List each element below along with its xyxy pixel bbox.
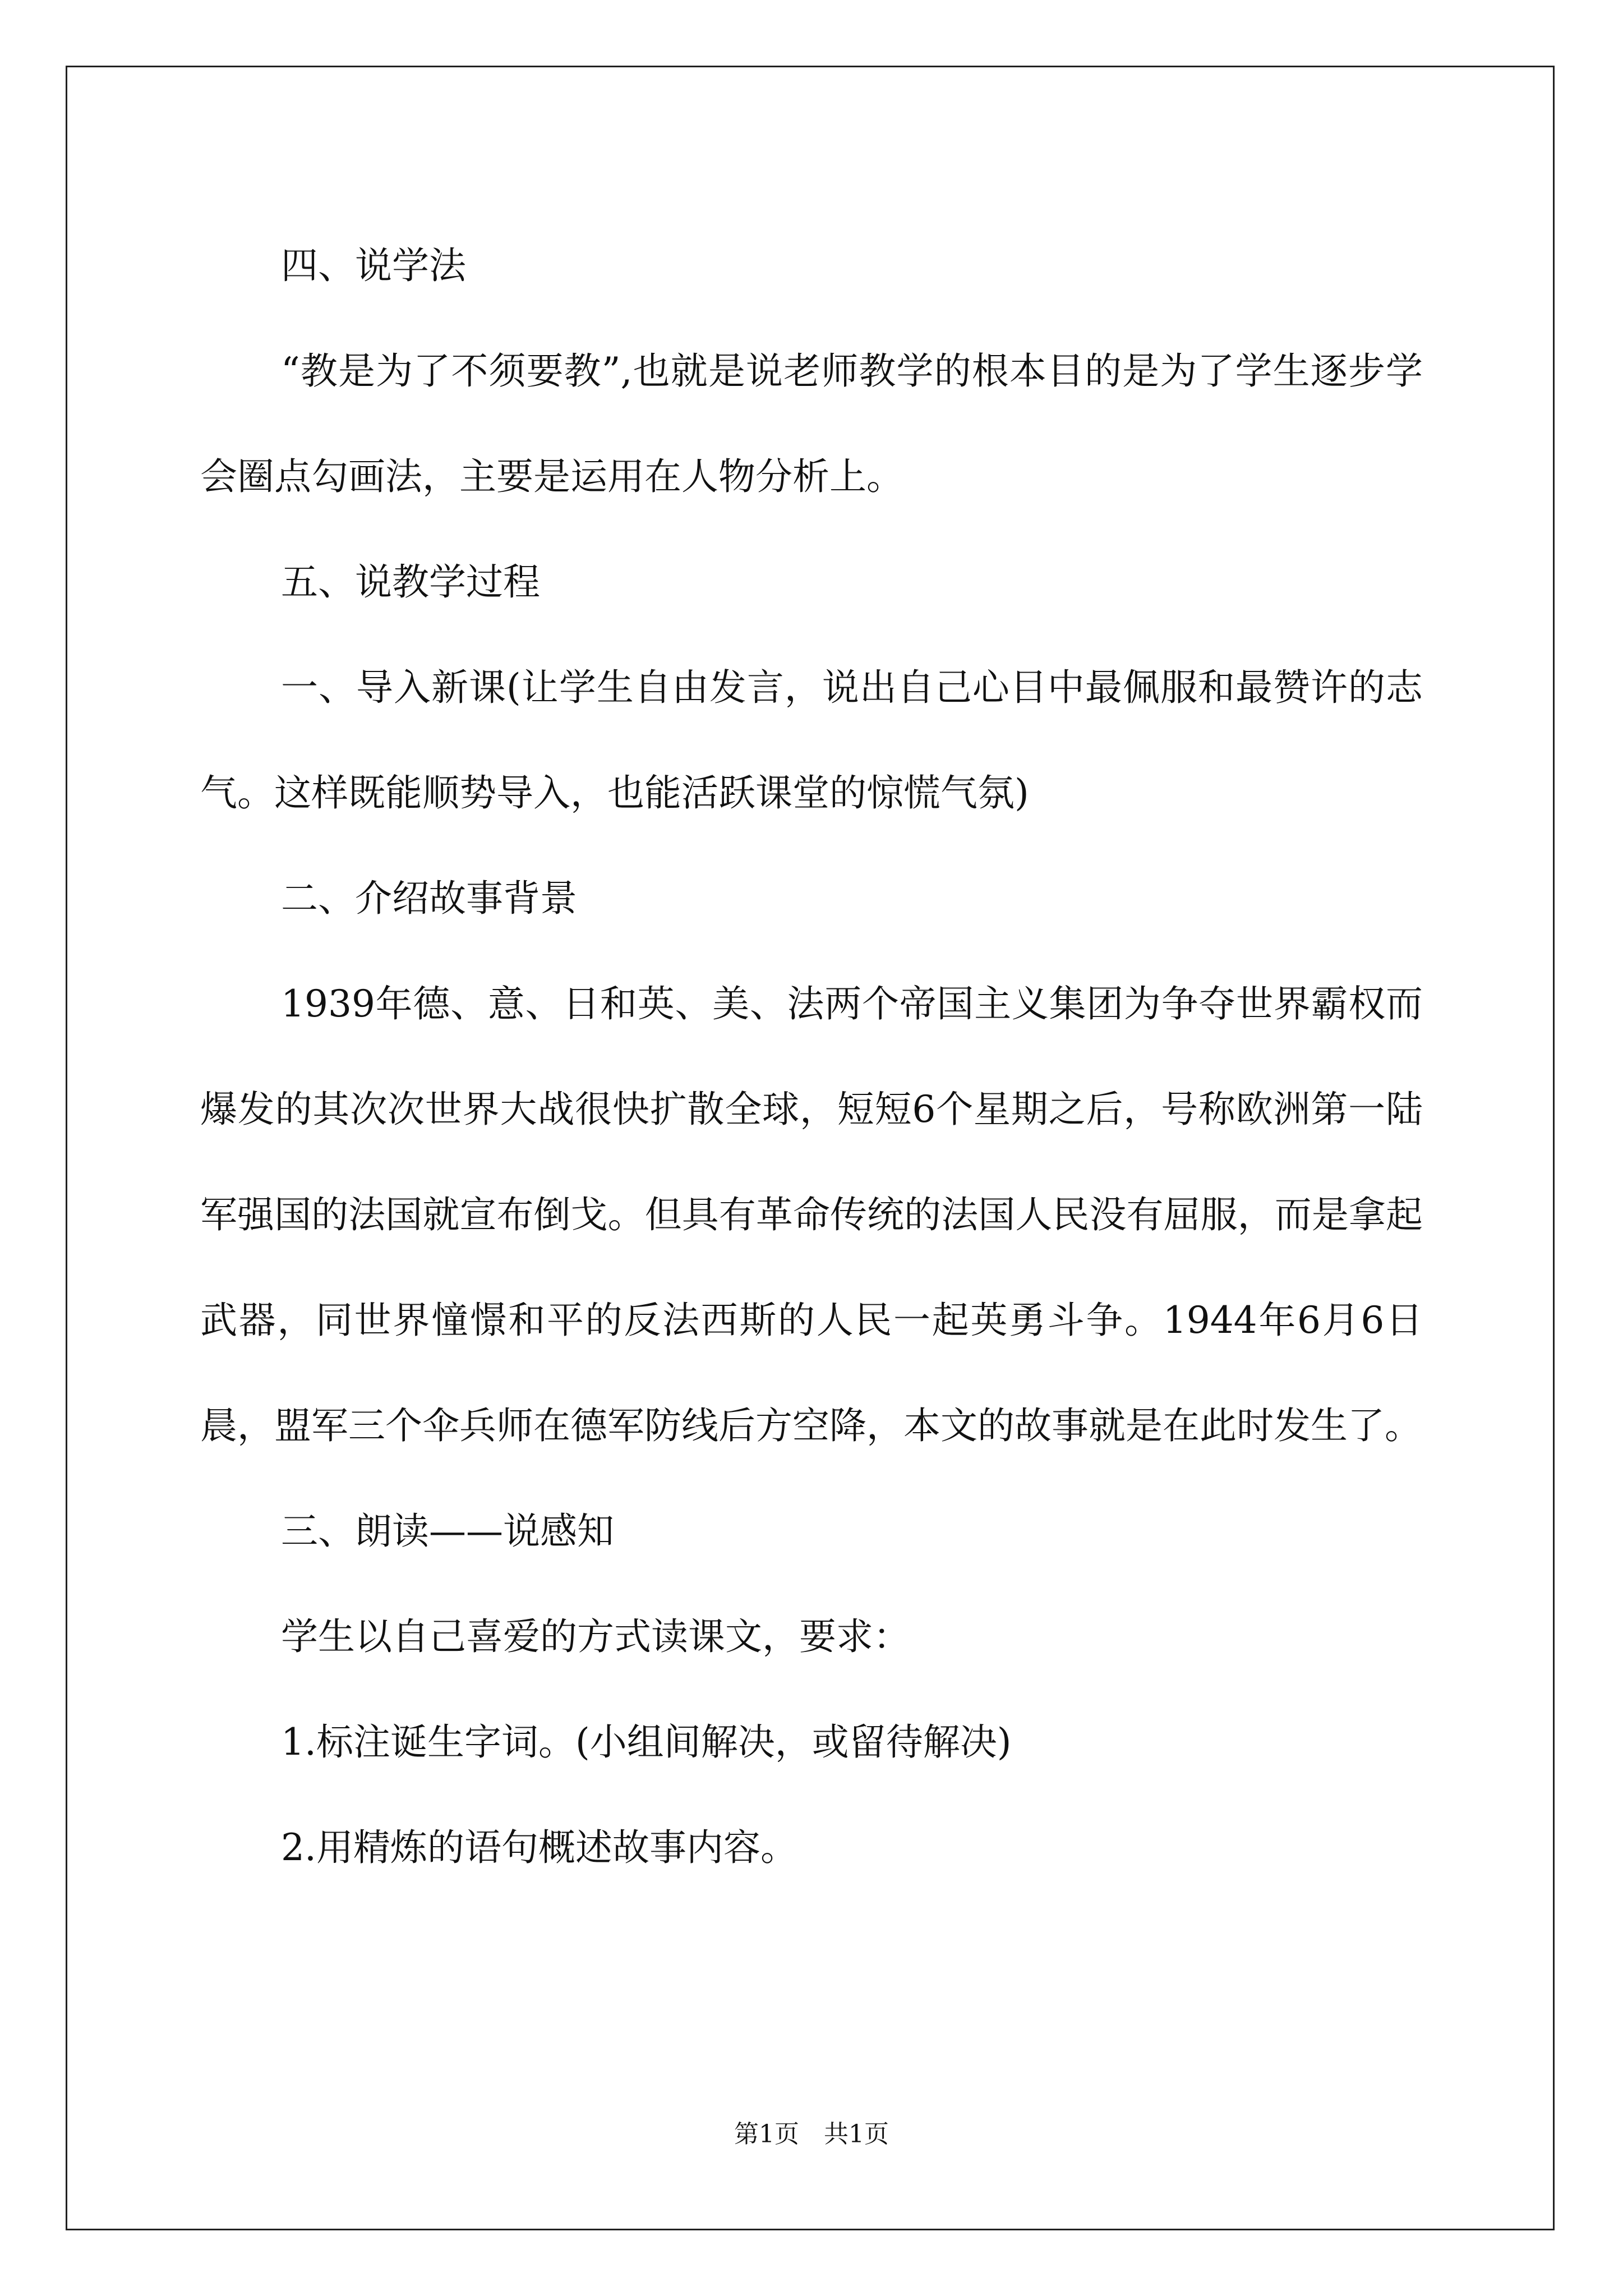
list-item-1: 1.标注诞生字词。(小组间解决，或留待解决) bbox=[281, 1720, 1012, 1764]
list-item-2: 2.用精炼的语句概述故事内容。 bbox=[281, 1826, 797, 1869]
subheading-story-background: 二、介绍故事背景 bbox=[281, 877, 577, 920]
section-heading-study-method: 四、说学法 bbox=[281, 244, 466, 287]
subheading-reading: 三、朗读——说感知 bbox=[281, 1510, 614, 1553]
paragraph-reading-requirements: 学生以自己喜爱的方式读课文，要求： bbox=[281, 1615, 910, 1658]
paragraph-introduction: 一、导入新课(让学生自由发言，说出自己心目中最佩服和最赞许的志气。这样既能顺势导入，也能活跃课堂的惊慌气氛) bbox=[200, 666, 1423, 815]
paragraph-story-background: 1939年德、意、日和英、美、法两个帝国主义集团为争夺世界霸权而爆发的其次次世界大战很快扩散全球，短短6个星期之后，号称欧洲第一陆军强国的法国就宣布倒戈。但具有革命传统的法国人民没有屈服，而是拿起武器，同世界憧憬和平的反法西斯的人民一起英勇斗争。1944年6月6日晨，盟军三个伞兵师在德军防线后方空降，本文的故事就是在此时发生了。 bbox=[200, 982, 1423, 1447]
section-heading-teaching-process: 五、说教学过程 bbox=[281, 560, 540, 604]
paragraph-study-method: “教是为了不须要教”,也就是说老师教学的根本目的是为了学生逐步学会圈点勾画法，主要是运用在人物分析上。 bbox=[200, 349, 1423, 498]
page-number-footer: 第1页 共1页 bbox=[734, 2120, 889, 2148]
document-body bbox=[200, 213, 1423, 1901]
